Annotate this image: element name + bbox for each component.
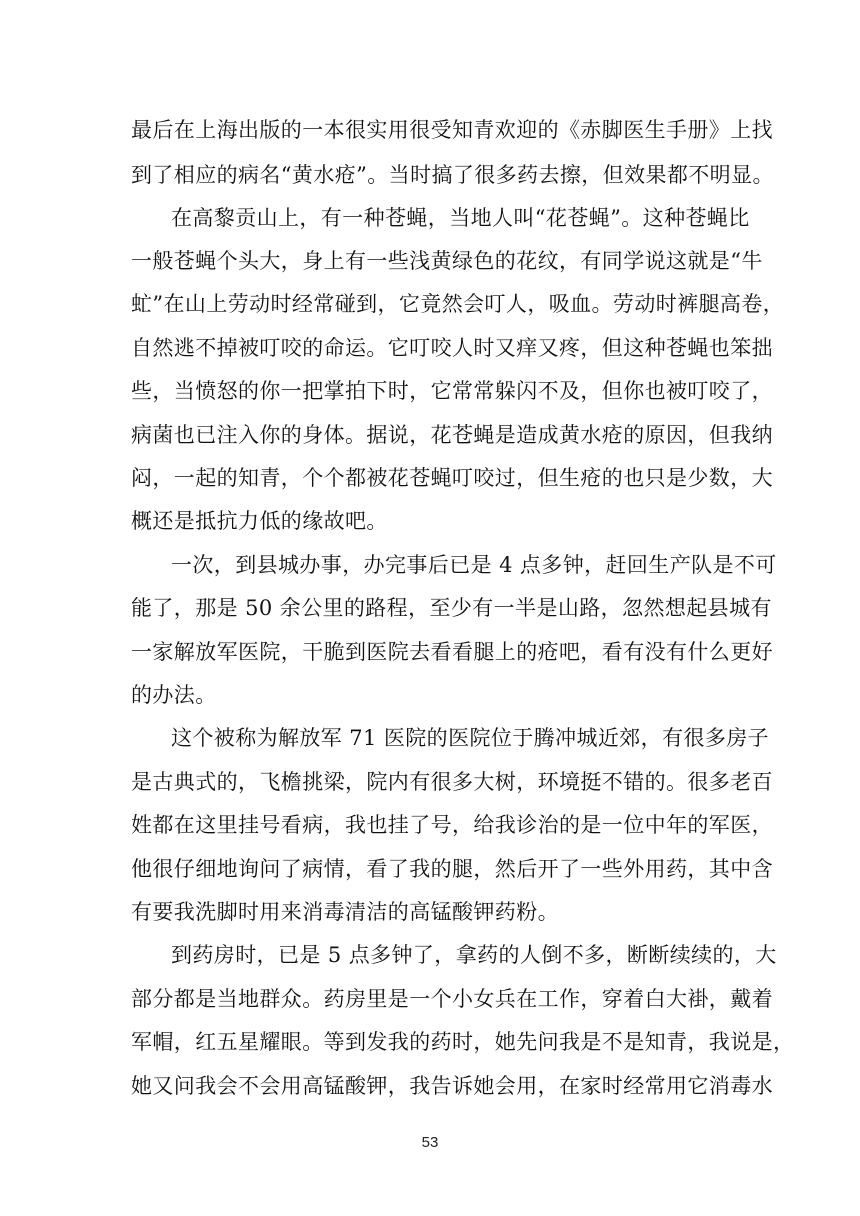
text-line: 些，当愤怒的你一把掌拍下时，它常常躲闪不及，但你也被叮咬了， — [131, 379, 773, 403]
text-line: 她又问我会不会用高锰酸钾，我告诉她会用，在家时经常用它消毒水 — [131, 1074, 773, 1098]
text-line: 他很仔细地询问了病情，看了我的腿，然后开了一些外用药，其中含 — [131, 857, 773, 881]
text-line: 姓都在这里挂号看病，我也挂了号，给我诊治的是一位中年的军医， — [131, 813, 773, 837]
text-line: 病菌也已注入你的身体。据说，花苍蝇是造成黄水疮的原因，但我纳 — [131, 423, 773, 447]
text-line: 闷，一起的知青，个个都被花苍蝇叮咬过，但生疮的也只是少数，大 — [131, 466, 773, 490]
page-number: 53 — [421, 1134, 439, 1151]
text-line: 有要我洗脚时用来消毒清洁的高锰酸钾药粉。 — [131, 900, 559, 924]
text-line: 概还是抵抗力低的缘故吧。 — [131, 509, 388, 533]
text-line: 一家解放军医院，干脆到医院去看看腿上的疮吧，看有没有什么更好 — [131, 640, 773, 664]
text-line: 虻”在山上劳动时经常碰到，它竟然会叮人，吸血。劳动时裤腿高卷， — [131, 292, 785, 316]
text-line: 自然逃不掉被叮咬的命运。它叮咬人时又痒又疼，但这种苍蝇也笨拙 — [131, 336, 773, 360]
text-line: 一次，到县城办事，办完事后已是 4 点多钟，赶回生产队是不可 — [171, 553, 777, 577]
text-line: 部分都是当地群众。药房里是一个小女兵在工作，穿着白大褂，戴着 — [131, 987, 773, 1011]
text-line: 到药房时，已是 5 点多钟了，拿药的人倒不多，断断续续的，大 — [171, 943, 777, 967]
text-line: 一般苍蝇个头大，身上有一些浅黄绿色的花纹，有同学说这就是“牛 — [131, 249, 763, 273]
text-line: 的办法。 — [131, 683, 217, 707]
text-line: 能了，那是 50 余公里的路程，至少有一半是山路，忽然想起县城有 — [131, 596, 772, 620]
text-line: 军帽，红五星耀眼。等到发我的药时，她先问我是不是知青，我说是， — [131, 1030, 795, 1054]
text-line: 最后在上海出版的一本很实用很受知青欢迎的《赤脚医生手册》上找 — [131, 118, 773, 142]
text-line: 是古典式的，飞檐挑梁，院内有很多大树，环境挺不错的。很多老百 — [131, 770, 773, 794]
text-line: 这个被称为解放军 71 医院的医院位于腾冲城近郊，有很多房子 — [171, 726, 770, 750]
text-line: 在高黎贡山上，有一种苍蝇，当地人叫“花苍蝇”。这种苍蝇比 — [171, 206, 750, 230]
text-line: 到了相应的病名“黄水疮”。当时搞了很多药去擦，但效果都不明显。 — [131, 163, 774, 187]
